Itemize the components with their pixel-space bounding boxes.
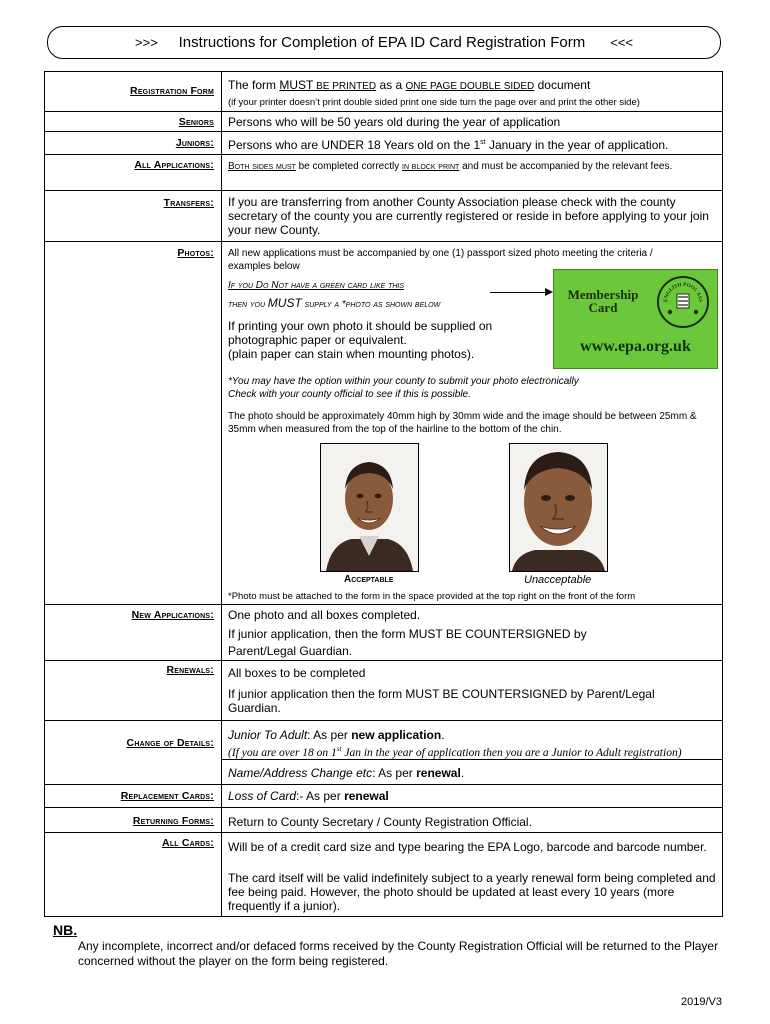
column-divider bbox=[221, 71, 222, 917]
row-divider bbox=[44, 154, 723, 155]
row-divider bbox=[44, 784, 723, 785]
nb-label: NB. bbox=[53, 922, 78, 938]
row-divider bbox=[44, 660, 723, 661]
row-divider bbox=[44, 241, 723, 242]
change-details-note: (If you are over 18 on 1st Jan in the year of application then you are a Junior to Adult registration) bbox=[228, 745, 682, 759]
photos-green-card-note: If you Do Not have a green card like this bbox=[228, 280, 405, 291]
photos-paper-note: If printing your own photo it should be supplied on photographic paper or equivalent. bbox=[228, 319, 493, 347]
row-divider bbox=[44, 131, 723, 132]
row-divider bbox=[44, 604, 723, 605]
label-seniors: Seniors bbox=[178, 116, 214, 128]
registration-form-line-1: The form MUST BE PRINTED as a ONE PAGE DOUBLE SIDED document bbox=[228, 78, 591, 92]
label-change-of-details: Change of Details: bbox=[126, 737, 214, 749]
label-renewals: Renewals: bbox=[166, 664, 214, 676]
label-all-applications: All Applications: bbox=[134, 159, 214, 171]
photos-electronic-option: *You may have the option within your county to submit your photo electronically bbox=[228, 376, 579, 387]
new-applications-line-1: One photo and all boxes completed. bbox=[228, 608, 421, 622]
label-all-cards: All Cards: bbox=[162, 837, 214, 849]
photos-plain-paper: (plain paper can stain when mounting photos). bbox=[228, 347, 475, 361]
change-details-name-address: Name/Address Change etc: As per renewal. bbox=[228, 766, 465, 780]
seniors-text: Persons who will be 50 years old during the year of application bbox=[228, 115, 561, 129]
renewals-line-2: If junior application then the form MUST BE COUNTERSIGNED by Parent/Legal Guardian. bbox=[228, 687, 655, 715]
photos-intro: All new applications must be accompanied by one (1) passport sized photo meeting the criteria / examples below bbox=[228, 248, 653, 272]
renewals-line-1: All boxes to be completed bbox=[228, 666, 366, 680]
juniors-text: Persons who are UNDER 18 Years old on the 1st January in the year of application. bbox=[228, 138, 669, 152]
transfers-text: If you are transferring from another County Association please check with the county secretary of the county you are currently registered or reside in before applying to your join your new County. bbox=[228, 195, 709, 237]
photos-attach-note: *Photo must be attached to the form in the space provided at the top right on the front of the form bbox=[228, 591, 636, 602]
new-applications-line-2: If junior application, then the form MUST BE COUNTERSIGNED by Parent/Legal Guardian. bbox=[228, 627, 587, 658]
row-divider bbox=[44, 190, 723, 191]
acceptable-caption: Acceptable bbox=[344, 574, 394, 585]
card-title: Membership Card bbox=[567, 287, 639, 315]
all-cards-line-1: Will be of a credit card size and type bearing the EPA Logo, barcode and barcode number. bbox=[228, 840, 707, 854]
label-returning-forms: Returning Forms: bbox=[132, 815, 214, 827]
arrow-line bbox=[490, 292, 548, 293]
crest-text: ENGLISH POOL ASS bbox=[662, 281, 704, 303]
unacceptable-photo bbox=[509, 443, 608, 572]
page-title: Instructions for Completion of EPA ID Card Registration Form bbox=[178, 34, 586, 51]
photos-must-supply: then you MUST supply a *photo as shown below bbox=[228, 296, 441, 310]
row-subdivider bbox=[221, 759, 723, 760]
registration-form-line-2: (if your printer doesn’t print double sided print one side turn the page over and print the other side) bbox=[228, 97, 640, 108]
title-left-arrows: >>> bbox=[135, 35, 158, 50]
card-url: www.epa.org.uk bbox=[580, 338, 691, 355]
photos-size-criteria: The photo should be approximately 40mm high by 30mm wide and the image should be between 25mm & 35mm when measured from the top of the hairline to the bottom of the chin. bbox=[228, 411, 697, 435]
label-registration-form: Registration Form bbox=[130, 85, 214, 97]
all-cards-line-2: The card itself will be valid indefinitely subject to a yearly renewal form being completed and fee being paid. However, the photo should be updated at least every 10 years (more frequently if a junior). bbox=[228, 871, 716, 913]
label-photos: Photos: bbox=[177, 247, 214, 259]
label-new-applications: New Applications: bbox=[131, 609, 214, 621]
label-transfers: Transfers: bbox=[163, 197, 214, 209]
label-replacement-cards: Replacement Cards: bbox=[120, 790, 214, 802]
title-right-arrows: <<< bbox=[610, 35, 633, 50]
arrow-right-icon bbox=[545, 288, 553, 296]
change-details-junior-to-adult: Junior To Adult: As per new application. bbox=[228, 728, 445, 742]
nb-text: Any incomplete, incorrect and/or defaced forms received by the County Registration Official will be returned to the Player concerned without the player on the form being registered. bbox=[78, 939, 719, 968]
row-divider bbox=[44, 832, 723, 833]
row-divider bbox=[44, 111, 723, 112]
row-divider bbox=[44, 720, 723, 721]
label-juniors: Juniors: bbox=[175, 137, 214, 149]
acceptable-photo bbox=[320, 443, 419, 572]
version-label: 2019/V3 bbox=[681, 996, 722, 1008]
form-title-bar bbox=[47, 26, 721, 59]
row-divider bbox=[44, 807, 723, 808]
replacement-cards-text: Loss of Card:- As per renewal bbox=[228, 789, 389, 803]
membership-card-image bbox=[553, 269, 718, 369]
returning-forms-text: Return to County Secretary / County Registration Official. bbox=[228, 815, 532, 829]
unacceptable-caption: Unacceptable bbox=[524, 574, 592, 586]
all-applications-text: Both sides must be completed correctly in block print and must be accompanied by the relevant fees. bbox=[228, 161, 673, 172]
epa-crest-icon bbox=[657, 276, 709, 328]
photos-check-official: Check with your county official to see if this is possible. bbox=[228, 389, 471, 400]
